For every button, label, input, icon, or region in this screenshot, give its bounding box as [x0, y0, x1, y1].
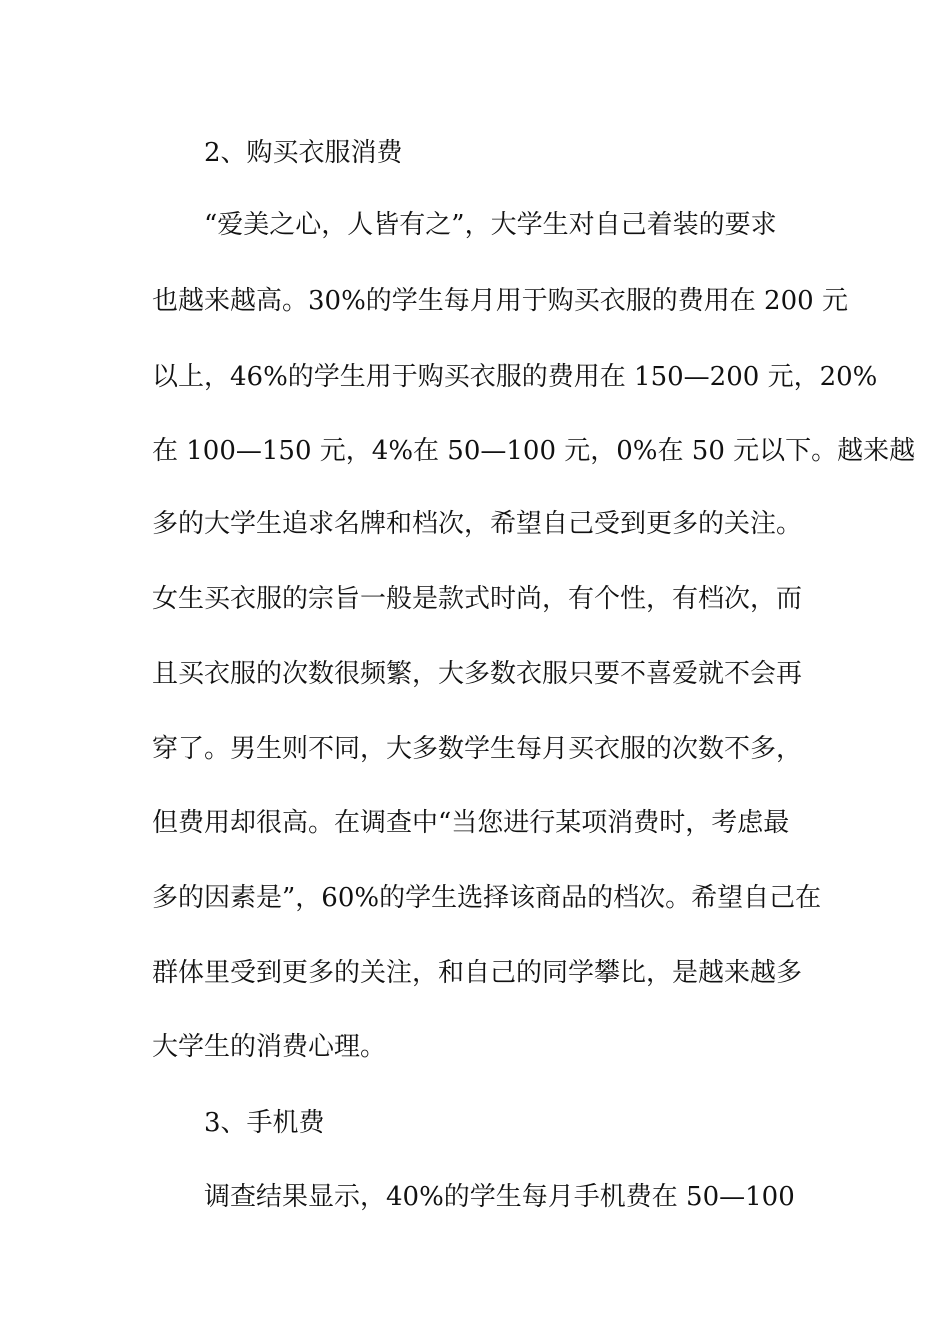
paragraph-line: 大学生的消费心理。 [152, 1032, 387, 1062]
paragraph-line: 女生买衣服的宗旨一般是款式时尚，有个性，有档次，而 [152, 584, 803, 614]
paragraph-line: “爱美之心，人皆有之”，大学生对自己着装的要求 [204, 210, 777, 240]
section-heading-phone-fee: 3、手机费 [204, 1108, 325, 1138]
paragraph-line: 但费用却很高。在调查中“当您进行某项消费时，考虑最 [152, 808, 790, 838]
paragraph-line: 在 100—150 元，4%在 50—100 元，0%在 50 元以下。越来越 [152, 436, 916, 466]
section-heading-clothing: 2、购买衣服消费 [204, 138, 403, 168]
paragraph-line: 多的因素是”，60%的学生选择该商品的档次。希望自己在 [152, 883, 822, 913]
paragraph-line: 也越来越高。30%的学生每月用于购买衣服的费用在 200 元 [152, 286, 848, 316]
paragraph-line: 多的大学生追求名牌和档次，希望自己受到更多的关注。 [152, 509, 803, 539]
paragraph-line: 群体里受到更多的关注，和自己的同学攀比，是越来越多 [152, 958, 803, 988]
paragraph-line: 穿了。男生则不同，大多数学生每月买衣服的次数不多， [152, 734, 803, 764]
paragraph-line: 调查结果显示，40%的学生每月手机费在 50—100 [204, 1182, 795, 1212]
paragraph-line: 且买衣服的次数很频繁，大多数衣服只要不喜爱就不会再 [152, 659, 803, 689]
paragraph-line: 以上，46%的学生用于购买衣服的费用在 150—200 元，20% [152, 362, 878, 392]
